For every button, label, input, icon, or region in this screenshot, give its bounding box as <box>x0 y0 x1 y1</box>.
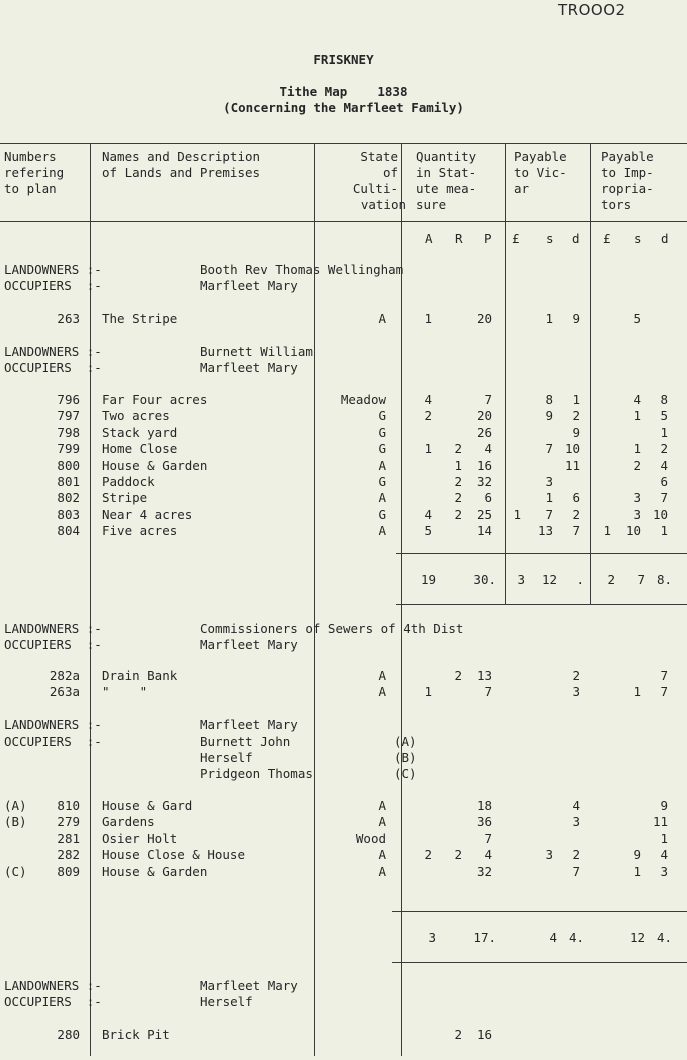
header-quantity-line-4: sure <box>416 197 447 212</box>
perches-cell: 32 <box>476 474 492 489</box>
cultivation-cell: G <box>378 507 386 522</box>
cultivation-cell: A <box>378 847 386 862</box>
vicar-pounds-cell: 1 <box>513 507 521 522</box>
occupier-mark-cell: (C) <box>4 864 27 879</box>
total-vicar-shillings-cell: 12 <box>541 572 557 587</box>
unit-acres: A <box>425 231 433 246</box>
perches-cell: 20 <box>476 408 492 423</box>
plan-number-cell: 282a <box>49 668 80 683</box>
header-state-line-2: of <box>382 165 398 180</box>
occupier-mark-cell: (B) <box>4 814 27 829</box>
impropriators-pence-cell: 4 <box>660 847 668 862</box>
perches-cell: 36 <box>476 814 492 829</box>
occupier-name: Marfleet Mary <box>200 278 298 293</box>
impropriators-pence-cell: 7 <box>660 668 668 683</box>
occupiers-label: OCCUPIERS :- <box>4 994 102 1009</box>
landowners-label: LANDOWNERS :- <box>4 978 102 993</box>
landowners-label: LANDOWNERS :- <box>4 344 102 359</box>
vicar-pence-cell: 10 <box>564 441 580 456</box>
roods-cell: 2 <box>454 490 462 505</box>
vicar-pence-cell: 3 <box>572 814 580 829</box>
impropriators-pence-cell: 3 <box>660 864 668 879</box>
occupier-name-1: Burnett John <box>200 734 291 749</box>
plan-number-cell: 281 <box>57 831 80 846</box>
perches-cell: 4 <box>484 441 492 456</box>
vicar-pence-cell: 1 <box>572 392 580 407</box>
vicar-shillings-cell: 13 <box>537 523 553 538</box>
roods-cell: 2 <box>454 847 462 862</box>
impropriators-shillings-cell: 1 <box>633 441 641 456</box>
total-impropriators-shillings-cell: 12 <box>629 930 645 945</box>
impropriators-pence-cell: 1 <box>660 523 668 538</box>
unit-impropriators-shillings: s <box>634 231 642 246</box>
column-divider-2 <box>314 144 315 1056</box>
vicar-pence-cell: 4 <box>572 798 580 813</box>
landowner-name: Burnett William <box>200 344 313 359</box>
perches-cell: 16 <box>476 1027 492 1042</box>
cultivation-cell: A <box>378 684 386 699</box>
landowner-name: Marfleet Mary <box>200 717 298 732</box>
cultivation-cell: Meadow <box>340 392 386 407</box>
roods-cell: 2 <box>454 1027 462 1042</box>
header-vicar-line-1: Payable <box>514 149 567 164</box>
cultivation-cell: Wood <box>355 831 386 846</box>
header-state-line-3: Culti- <box>352 181 398 196</box>
header-quantity-line-2: in Stat- <box>416 165 477 180</box>
description-cell: Five acres <box>102 523 178 538</box>
cultivation-cell: G <box>378 408 386 423</box>
occupier-name: Marfleet Mary <box>200 360 298 375</box>
impropriators-pounds-cell: 1 <box>603 523 611 538</box>
plan-number-cell: 279 <box>57 814 80 829</box>
reference-code: TROOO2 <box>558 1 626 19</box>
perches-cell: 16 <box>476 458 492 473</box>
impropriators-shillings-cell: 10 <box>625 523 641 538</box>
impropriators-pence-cell: 10 <box>652 507 668 522</box>
description-cell: Home Close <box>102 441 178 456</box>
perches-cell: 32 <box>476 864 492 879</box>
landowner-name: Commissioners of Sewers of 4th Dist <box>200 621 464 636</box>
occupier-name-2: Herself <box>200 750 253 765</box>
vicar-pence-cell: 6 <box>572 490 580 505</box>
impropriators-shillings-cell: 2 <box>633 458 641 473</box>
impropriators-pence-cell: 6 <box>660 474 668 489</box>
header-vicar-line-2: to Vic- <box>514 165 567 180</box>
plan-number-cell: 800 <box>57 458 80 473</box>
document-title: FRISKNEY <box>313 52 374 67</box>
subtotal-rule-top-1 <box>396 553 687 554</box>
perches-cell: 7 <box>484 684 492 699</box>
impropriators-shillings-cell: 4 <box>633 392 641 407</box>
description-cell: The Stripe <box>102 311 178 326</box>
unit-vicar-shillings: s <box>546 231 554 246</box>
header-state-line-4: vation <box>360 197 406 212</box>
header-numbers-line-1: Numbers <box>4 149 57 164</box>
impropriators-pence-cell: 11 <box>652 814 668 829</box>
impropriators-shillings-cell: 5 <box>633 311 641 326</box>
document-subtitle-2: (Concerning the Marfleet Family) <box>223 100 464 115</box>
impropriators-pence-cell: 2 <box>660 441 668 456</box>
description-cell: Gardens <box>102 814 155 829</box>
impropriators-pence-cell: 7 <box>660 684 668 699</box>
subtotal-rule-top-2 <box>392 911 687 912</box>
header-quantity-line-1: Quantity <box>416 149 477 164</box>
description-cell: Brick Pit <box>102 1027 170 1042</box>
occupiers-label: OCCUPIERS :- <box>4 278 102 293</box>
description-cell: House & Gard <box>102 798 193 813</box>
vicar-pence-cell: 2 <box>572 507 580 522</box>
description-cell: Stripe <box>102 490 148 505</box>
impropriators-shillings-cell: 1 <box>633 864 641 879</box>
acres-cell: 1 <box>424 684 432 699</box>
impropriators-pence-cell: 7 <box>660 490 668 505</box>
impropriators-shillings-cell: 1 <box>633 408 641 423</box>
occupier-mark-cell: (A) <box>4 798 27 813</box>
vicar-pence-cell: 2 <box>572 668 580 683</box>
landowner-name: Booth Rev Thomas Wellingham <box>200 262 404 277</box>
perches-cell: 7 <box>484 392 492 407</box>
description-cell: Near 4 acres <box>102 507 193 522</box>
perches-cell: 18 <box>476 798 492 813</box>
impropriators-pence-cell: 5 <box>660 408 668 423</box>
table-top-rule <box>0 143 687 144</box>
unit-vicar-pence: d <box>572 231 580 246</box>
vicar-shillings-cell: 7 <box>545 507 553 522</box>
plan-number-cell: 797 <box>57 408 80 423</box>
column-divider-4 <box>505 144 506 604</box>
total-acres-cell: 19 <box>420 572 436 587</box>
plan-number-cell: 804 <box>57 523 80 538</box>
description-cell: House Close & House <box>102 847 245 862</box>
total-vicar-pence-cell: 4. <box>568 930 584 945</box>
unit-impropriators-pence: d <box>661 231 669 246</box>
plan-number-cell: 803 <box>57 507 80 522</box>
impropriators-shillings-cell: 9 <box>633 847 641 862</box>
header-impropriators-line-1: Payable <box>601 149 654 164</box>
acres-cell: 5 <box>424 523 432 538</box>
cultivation-cell: A <box>378 311 386 326</box>
cultivation-cell: A <box>378 458 386 473</box>
cultivation-cell: G <box>378 474 386 489</box>
acres-cell: 4 <box>424 392 432 407</box>
vicar-shillings-cell: 3 <box>545 474 553 489</box>
document-subtitle-1: Tithe Map 1838 <box>279 84 408 99</box>
total-acres-cell: 3 <box>428 930 436 945</box>
description-cell: " " <box>102 684 148 699</box>
total-vicar-pence-cell: . <box>576 572 584 587</box>
perches-cell: 4 <box>484 847 492 862</box>
cultivation-cell: G <box>378 441 386 456</box>
vicar-shillings-cell: 9 <box>545 408 553 423</box>
acres-cell: 2 <box>424 847 432 862</box>
header-bottom-rule <box>0 221 687 222</box>
description-cell: House & Garden <box>102 458 208 473</box>
header-numbers-line-2: refering <box>4 165 65 180</box>
perches-cell: 25 <box>476 507 492 522</box>
column-divider-3 <box>401 144 402 1056</box>
occupier-mark-3: (C) <box>394 766 417 781</box>
plan-number-cell: 802 <box>57 490 80 505</box>
plan-number-cell: 809 <box>57 864 80 879</box>
occupiers-label: OCCUPIERS :- <box>4 734 102 749</box>
plan-number-cell: 801 <box>57 474 80 489</box>
vicar-shillings-cell: 7 <box>545 441 553 456</box>
cultivation-cell: A <box>378 864 386 879</box>
plan-number-cell: 263a <box>49 684 80 699</box>
total-vicar-shillings-cell: 4 <box>549 930 557 945</box>
perches-cell: 7 <box>484 831 492 846</box>
perches-cell: 14 <box>476 523 492 538</box>
roods-cell: 2 <box>454 668 462 683</box>
cultivation-cell: G <box>378 425 386 440</box>
plan-number-cell: 799 <box>57 441 80 456</box>
total-impropriators-pounds-cell: 2 <box>607 572 615 587</box>
description-cell: Far Four acres <box>102 392 208 407</box>
plan-number-cell: 810 <box>57 798 80 813</box>
roods-cell: 2 <box>454 507 462 522</box>
roods-cell: 2 <box>454 441 462 456</box>
header-names-line-1: Names and Description <box>102 149 261 164</box>
impropriators-pence-cell: 1 <box>660 425 668 440</box>
acres-cell: 1 <box>424 311 432 326</box>
impropriators-shillings-cell: 3 <box>633 507 641 522</box>
vicar-shillings-cell: 1 <box>545 490 553 505</box>
occupier-mark-1: (A) <box>394 734 417 749</box>
cultivation-cell: A <box>378 668 386 683</box>
vicar-pence-cell: 3 <box>572 684 580 699</box>
occupiers-label: OCCUPIERS :- <box>4 360 102 375</box>
impropriators-pence-cell: 9 <box>660 798 668 813</box>
total-perches-cell: 30. <box>473 572 496 587</box>
vicar-pence-cell: 9 <box>572 311 580 326</box>
perches-cell: 6 <box>484 490 492 505</box>
plan-number-cell: 798 <box>57 425 80 440</box>
total-impropriators-pence-cell: 4. <box>656 930 672 945</box>
total-perches-cell: 17. <box>473 930 496 945</box>
header-impropriators-line-4: tors <box>601 197 632 212</box>
landowners-label: LANDOWNERS :- <box>4 262 102 277</box>
header-quantity-line-3: ute mea- <box>416 181 477 196</box>
description-cell: Drain Bank <box>102 668 178 683</box>
header-impropriators-line-3: ropria- <box>601 181 654 196</box>
acres-cell: 1 <box>424 441 432 456</box>
header-impropriators-line-2: to Imp- <box>601 165 654 180</box>
impropriators-pence-cell: 4 <box>660 458 668 473</box>
subtotal-rule-bottom-1 <box>396 604 687 605</box>
unit-impropriators-pounds: £ <box>603 231 611 246</box>
unit-roods: R <box>455 231 463 246</box>
description-cell: Stack yard <box>102 425 178 440</box>
impropriators-pence-cell: 1 <box>660 831 668 846</box>
impropriators-shillings-cell: 3 <box>633 490 641 505</box>
unit-perches: P <box>484 231 492 246</box>
occupiers-label: OCCUPIERS :- <box>4 637 102 652</box>
plan-number-cell: 263 <box>57 311 80 326</box>
description-cell: Two acres <box>102 408 170 423</box>
description-cell: Paddock <box>102 474 155 489</box>
header-state-line-1: State <box>360 149 398 164</box>
header-names-line-2: of Lands and Premises <box>102 165 261 180</box>
occupier-name: Marfleet Mary <box>200 637 298 652</box>
vicar-pence-cell: 7 <box>572 864 580 879</box>
total-impropriators-shillings-cell: 7 <box>637 572 645 587</box>
acres-cell: 2 <box>424 408 432 423</box>
header-vicar-line-3: ar <box>514 181 530 196</box>
landowner-name: Marfleet Mary <box>200 978 298 993</box>
cultivation-cell: A <box>378 490 386 505</box>
occupier-name: Herself <box>200 994 253 1009</box>
plan-number-cell: 280 <box>57 1027 80 1042</box>
total-vicar-pounds-cell: 3 <box>517 572 525 587</box>
subtotal-rule-bottom-2 <box>392 962 687 963</box>
cultivation-cell: A <box>378 814 386 829</box>
vicar-pence-cell: 9 <box>572 425 580 440</box>
total-impropriators-pence-cell: 8. <box>656 572 672 587</box>
acres-cell: 4 <box>424 507 432 522</box>
vicar-pence-cell: 11 <box>564 458 580 473</box>
cultivation-cell: A <box>378 523 386 538</box>
landowners-label: LANDOWNERS :- <box>4 621 102 636</box>
vicar-shillings-cell: 1 <box>545 311 553 326</box>
vicar-shillings-cell: 8 <box>545 392 553 407</box>
occupier-mark-2: (B) <box>394 750 417 765</box>
vicar-pence-cell: 2 <box>572 847 580 862</box>
perches-cell: 26 <box>476 425 492 440</box>
vicar-pence-cell: 2 <box>572 408 580 423</box>
roods-cell: 2 <box>454 474 462 489</box>
impropriators-pence-cell: 8 <box>660 392 668 407</box>
vicar-pence-cell: 7 <box>572 523 580 538</box>
roods-cell: 1 <box>454 458 462 473</box>
occupier-name-3: Pridgeon Thomas <box>200 766 313 781</box>
cultivation-cell: A <box>378 798 386 813</box>
landowners-label: LANDOWNERS :- <box>4 717 102 732</box>
perches-cell: 20 <box>476 311 492 326</box>
vicar-shillings-cell: 3 <box>545 847 553 862</box>
perches-cell: 13 <box>476 668 492 683</box>
description-cell: House & Garden <box>102 864 208 879</box>
description-cell: Osier Holt <box>102 831 178 846</box>
impropriators-shillings-cell: 1 <box>633 684 641 699</box>
plan-number-cell: 282 <box>57 847 80 862</box>
plan-number-cell: 796 <box>57 392 80 407</box>
header-numbers-line-3: to plan <box>4 181 57 196</box>
unit-vicar-pounds: £ <box>512 231 520 246</box>
